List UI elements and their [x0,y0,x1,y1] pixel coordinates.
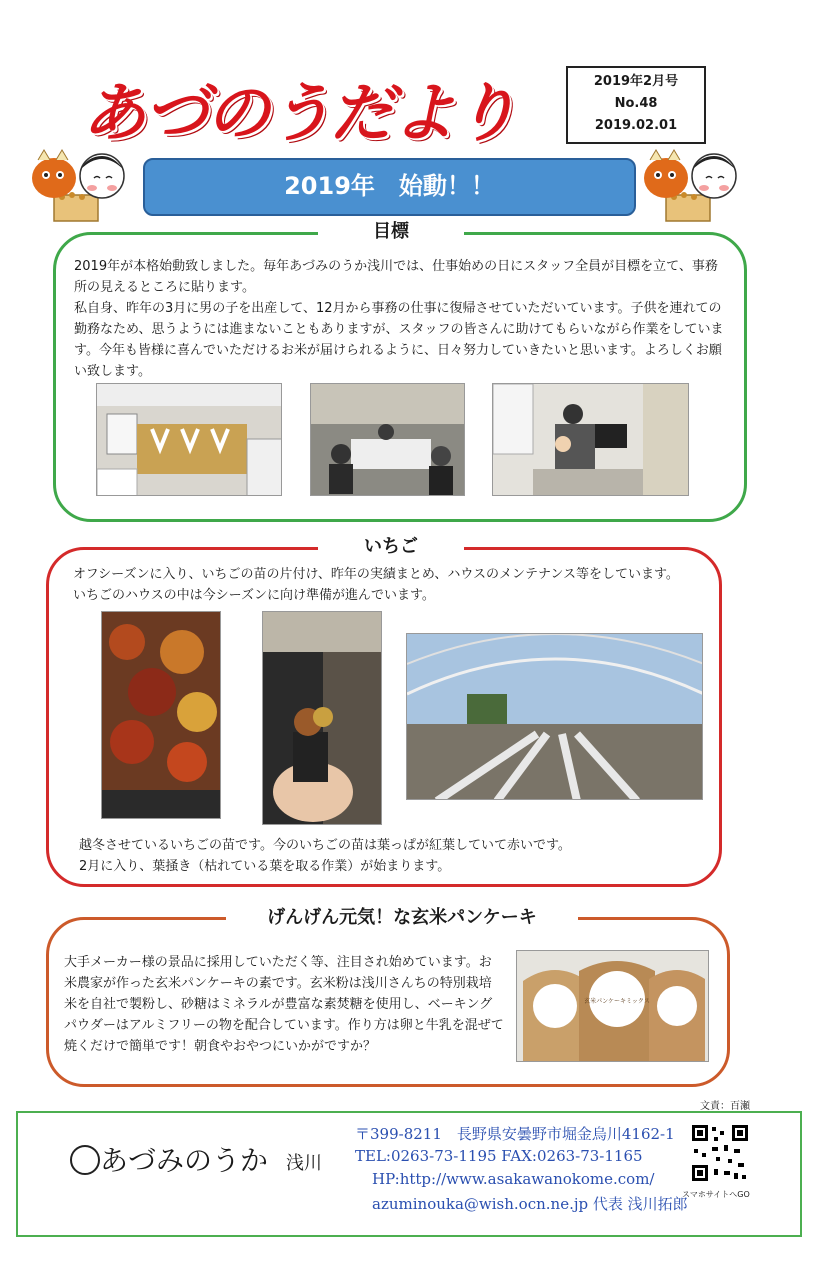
footer-email-representative[interactable]: azuminouka@wish.ocn.ne.jp 代表 浅川拓郎 [372,1195,688,1213]
author-credit: 文責：百瀬 [700,1101,750,1112]
footer-homepage-link[interactable]: HP:http://www.asakawanokome.com/ [372,1170,655,1188]
footer-brand: あづみのうか [100,1144,269,1177]
strawberry-section-title: いちご [318,535,464,559]
footer-brand-sub: 浅川 [286,1153,322,1174]
strawberry-caption [79,835,709,877]
strawberry-caption-line-1: 越冬させているいちごの苗です。今のいちごの苗は葉っぱが紅葉していて赤いです。 [79,838,571,853]
bag-label: 玄米パンケーキミックス [584,998,650,1005]
pancake-text: 大手メーカー様の景品に採用していただく等、注目され始めています。お米農家が作った玄米パンケーキの素です。玄米粉は浅川さんちの特別栽培米を自社で製粉し、砂糖はミネラルが豊富な素焚糖を使用し、ベーキングパウダーはアルミフリーの物を配合しています。作り方は卵と牛乳を混ぜて焼くだけで簡単です！朝食やおやつにいかがですか？ [64,955,504,1054]
goals-paragraph-1: 2019年が本格始動致しました。毎年あづみのうか浅川では、仕事始めの日にスタッフ全員が目標を立て、事務所の見えるところに貼ります。 [74,259,718,295]
qr-caption: スマホサイトへGO [682,1190,750,1199]
headline-banner: 2019年 始動！！ [143,158,636,216]
photo-seedling-in-hand [262,611,382,825]
photo-staff-goals-board [96,383,282,496]
photo-pancake-mix-bags [516,950,709,1062]
photo-red-strawberry-seedlings [101,611,221,819]
photo-greenhouse-interior [406,633,703,800]
setsubun-illustration-right [636,140,746,230]
strawberry-intro [73,564,713,606]
issue-month: 2019年2月号 [593,74,679,89]
brand-logo-icon [70,1145,100,1175]
goals-paragraph-2: 私自身、昨年の3月に男の子を出産して、12月から事務の仕事に復帰させていただいています。子供を連れての勤務なため、思うようには進まないこともありますが、スタッフの皆さんに助けてもらいながら作業をしています。今年も皆様に喜んでいただけるお米が届けられるように、日々努力していきたいと思います。よろしくお願い致します。 [74,301,724,379]
issue-info-box [566,66,706,144]
footer-address: 〒399-8211 長野県安曇野市堀金烏川4162-1 [355,1125,675,1143]
goals-text [74,256,724,382]
issue-date: 2019.02.01 [594,118,678,133]
pancake-section-title: げんげん元気！な玄米パンケーキ [226,905,578,931]
photo-staff-meeting [310,383,465,496]
footer-contact-box [16,1111,802,1237]
photo-office-with-child [492,383,689,496]
qr-code-icon[interactable] [690,1123,750,1183]
goals-section-title: 目標 [318,220,464,244]
footer-tel-fax: TEL:0263-73-1195 FAX:0263-73-1165 [355,1147,643,1165]
strawberry-intro-line-2: いちごのハウスの中は今シーズンに向け準備が進んでいます。 [73,588,435,603]
strawberry-caption-line-2: 2月に入り、葉掻き（枯れている葉を取る作業）が始まります。 [79,859,451,874]
setsubun-illustration-left [24,140,134,230]
strawberry-intro-line-1: オフシーズンに入り、いちごの苗の片付け、昨年の実績まとめ、ハウスのメンテナンス等をしています。 [73,567,679,582]
newsletter-title: あづのうだより [82,77,516,151]
issue-number: No.48 [614,96,658,111]
